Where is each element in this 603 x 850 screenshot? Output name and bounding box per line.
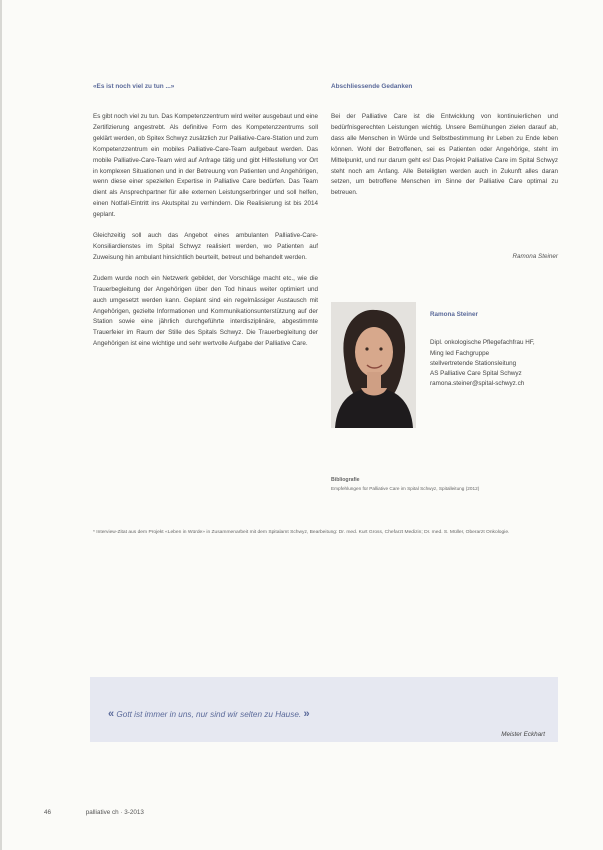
right-heading: Abschliessende Gedanken (331, 83, 413, 90)
bio-line: AS Palliative Care Spital Schwyz (430, 370, 522, 378)
left-paragraph-1: Es gibt noch viel zu tun. Das Kompetenzzentrum wird weiter ausgebaut und eine Zertifizierung angestrebt. Als definitive Form des Kompetenzzentrums soll geklärt werden, ob Spitex Schwyz zusätzlich zur Palliative-Care-Station und zum Kompetenzzentrum ein mobiles Palliative-Care-Team aufgebaut werden. Das mobile Palliative-Care-Team wird auf Anfrage tätig und gibt Hilfestellung vor Ort in komplexen Situationen und in der Betreuung von Patienten und Angehörigen, wenn diese einer speziellen Expertise in Palliative Care bedürfen. Das Team dient als Ansprechpartner für alle externen Leistungserbringer und soll helfen, einen Notfall-Eintritt ins Akutspital zu verhindern. Die Realisierung ist bis 2014 geplant. (93, 113, 318, 219)
bio-name: Ramona Steiner (430, 311, 478, 318)
right-paragraph: Bei der Palliative Care ist die Entwicklung von kontinuierlichen und bedürfnisgerechten Leistungen wichtig. Unsere Bemühungen zielen darauf ab, dass alle Menschen in Würde und Selbstbestimmung ihr Leben zu Ende leben können. Wohl der Betroffenen, sei es Patienten oder Angehörige, steht im Mittelpunkt, und nur darum geht es! Das Projekt Palliative Care im Spital Schwyz steht noch am Anfang. Alle Beteiligten werden auch in Zukunft alles daran setzen, um betroffene Menschen im Sinne der Palliative Care optimal zu betreuen. (331, 113, 558, 197)
quote-author: Meister Eckhart (501, 731, 545, 738)
author-bio (430, 310, 560, 390)
right-column (331, 112, 558, 209)
page-number: 46 (44, 809, 52, 816)
bibliography-heading: Bibliografie (331, 477, 360, 483)
footnote: * Interview-Zitat aus dem Projekt «Leben in Würde» in Zusammenarbeit mit dem Spitalamt Schwyz, Bearbeitung: Dr. med. Kurt Gross, Chefarzt Medizin; Dr. med. S. Müller, Oberarzt Onkologie. (93, 530, 510, 535)
author-photo (331, 302, 416, 428)
bio-email: ramona.steiner@spital-schwyz.ch (430, 380, 525, 388)
bio-line: Dipl. onkologische Pflegefachfrau HF, (430, 339, 535, 347)
page-footer (44, 809, 144, 816)
bio-line: stellvertretende Stationsleitung (430, 359, 517, 367)
bio-line: Ming led Fachgruppe (430, 349, 490, 357)
open-quote-icon: « (108, 708, 115, 720)
close-quote-icon: » (303, 708, 310, 720)
left-paragraph-3: Zudem wurde noch ein Netzwerk gebildet, der Vorschläge macht etc., wie die Trauerbegleitung der Angehörigen über den Tod hinaus weiter optimiert und auch umgesetzt werden kann. Geplant sind ein regelmässiger Austausch mit Angehörigen, gezielte Informationen und Kommunikationsunterstützung auf der Station sowie eine jährlich durchgeführte interdisziplinäre, abgestimmte Trauerfeier im Raum der Stille des Spitals Schwyz. Die Trauerbegleitung der Angehörigen ist eine wichtige und sehr wertvolle Aufgabe der Palliative Care. (93, 274, 318, 348)
magazine-name: palliative ch · 3-2013 (85, 809, 144, 816)
left-heading: «Es ist noch viel zu tun ...» (93, 83, 175, 90)
author-signature: Ramona Steiner (512, 253, 558, 260)
left-column (93, 112, 318, 360)
portrait-illustration (331, 302, 416, 428)
quote (108, 708, 310, 720)
bibliography-text: Empfehlungen für Palliative Care im Spital Schwyz, Spitalleitung (2012) (331, 486, 480, 491)
left-paragraph-2: Gleichzeitig soll auch das Angebot eines ambulanten Palliative-Care-Konsiliardienstes im Spital Schwyz realisiert werden, wo Patienten auf Zuweisung hin ambulant hinsichtlich beurteilt, betreut und behandelt werden. (93, 232, 318, 261)
quote-text: Gott ist immer in uns, nur sind wir selten zu Hause. (116, 710, 302, 719)
